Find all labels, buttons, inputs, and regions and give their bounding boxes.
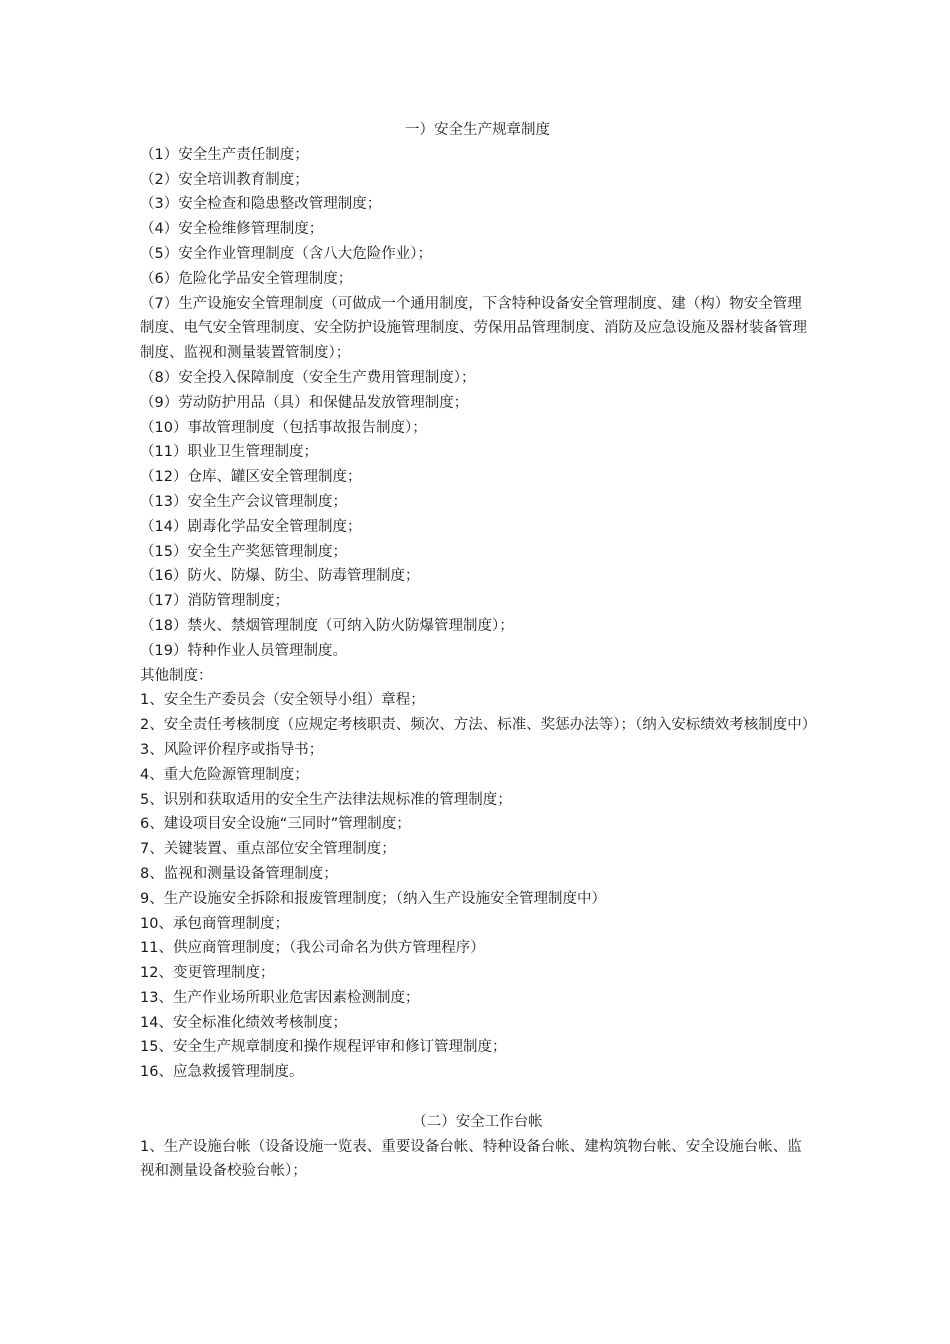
list-item: 1、安全生产委员会（安全领导小组）章程； bbox=[140, 692, 425, 709]
list-item: （12）仓库、罐区安全管理制度； bbox=[140, 469, 362, 486]
list-item: （8）安全投入保障制度（安全生产费用管理制度）； bbox=[140, 369, 476, 386]
list-item: （18）禁火、禁烟管理制度（可纳入防火防爆管理制度）； bbox=[140, 617, 514, 634]
list-item: （7）生产设施安全管理制度（可做成一个通用制度，下含特种设备安全管理制度、建（构）物安全管理制度、电气安全管理制度、安全防护设施管理制度、劳保用品管理制度、消防及应急设施及器材装备管理制度、监视和测量装置管制度）； bbox=[140, 295, 807, 362]
list-item: 12、变更管理制度； bbox=[140, 965, 275, 982]
list-item: （13）安全生产会议管理制度； bbox=[140, 493, 347, 510]
list-item: （6）危险化学品安全管理制度； bbox=[140, 270, 353, 287]
section-title-ledgers: （二）安全工作台帐 bbox=[412, 1113, 543, 1130]
list-item: 10、承包商管理制度； bbox=[140, 915, 289, 932]
list-item: 16、应急救援管理制度。 bbox=[140, 1064, 304, 1081]
list-item: 15、安全生产规章制度和操作规程评审和修订管理制度； bbox=[140, 1039, 507, 1056]
list-item: （10）事故管理制度（包括事故报告制度）； bbox=[140, 419, 427, 436]
list-item: 2、安全责任考核制度（应规定考核职责、频次、方法、标准、奖惩办法等）；（纳入安标绩效考核制度中） bbox=[140, 717, 817, 734]
other-list bbox=[140, 688, 815, 1085]
list-item: （19）特种作业人员管理制度。 bbox=[140, 642, 347, 659]
list-item: （9）劳动防护用品（具）和保健品发放管理制度； bbox=[140, 394, 469, 411]
regulations-list bbox=[140, 143, 815, 664]
list-item: （5）安全作业管理制度（含八大危险作业）； bbox=[140, 245, 432, 262]
document-page bbox=[140, 118, 815, 1184]
list-item: （16）防火、防爆、防尘、防毒管理制度； bbox=[140, 568, 420, 585]
list-item: （1）安全生产责任制度； bbox=[140, 146, 309, 163]
list-item: 9、生产设施安全拆除和报废管理制度；（纳入生产设施安全管理制度中） bbox=[140, 890, 606, 907]
list-item: 6、建设项目安全设施“三同时”管理制度； bbox=[140, 816, 411, 833]
list-item: （2）安全培训教育制度； bbox=[140, 171, 309, 188]
list-item: 14、安全标准化绩效考核制度； bbox=[140, 1014, 347, 1031]
ledgers-list bbox=[140, 1135, 815, 1185]
list-item: （11）职业卫生管理制度； bbox=[140, 444, 318, 461]
section-title-regulations: 一）安全生产规章制度 bbox=[405, 122, 550, 138]
list-item: （14）剧毒化学品安全管理制度； bbox=[140, 518, 362, 535]
section-spacer bbox=[140, 1085, 815, 1110]
list-item: （15）安全生产奖惩管理制度； bbox=[140, 543, 347, 560]
list-item: 4、重大危险源管理制度； bbox=[140, 766, 309, 783]
list-item: （4）安全检维修管理制度； bbox=[140, 221, 324, 238]
list-item: 8、监视和测量设备管理制度； bbox=[140, 865, 338, 882]
list-item: 3、风险评价程序或指导书； bbox=[140, 741, 324, 758]
list-item: 11、供应商管理制度；（我公司命名为供方管理程序） bbox=[140, 940, 485, 957]
list-item: 1、生产设施台帐（设备设施一览表、重要设备台帐、特种设备台帐、建构筑物台帐、安全设施台帐、监视和测量设备校验台帐）； bbox=[140, 1138, 802, 1180]
section-title-other: 其他制度： bbox=[140, 667, 213, 684]
list-item: 13、生产作业场所职业危害因素检测制度； bbox=[140, 989, 420, 1006]
list-item: 5、识别和获取适用的安全生产法律法规标准的管理制度； bbox=[140, 791, 512, 808]
list-item: （17）消防管理制度； bbox=[140, 593, 289, 610]
list-item: 7、关键装置、重点部位安全管理制度； bbox=[140, 841, 396, 858]
list-item: （3）安全检查和隐患整改管理制度； bbox=[140, 196, 382, 213]
